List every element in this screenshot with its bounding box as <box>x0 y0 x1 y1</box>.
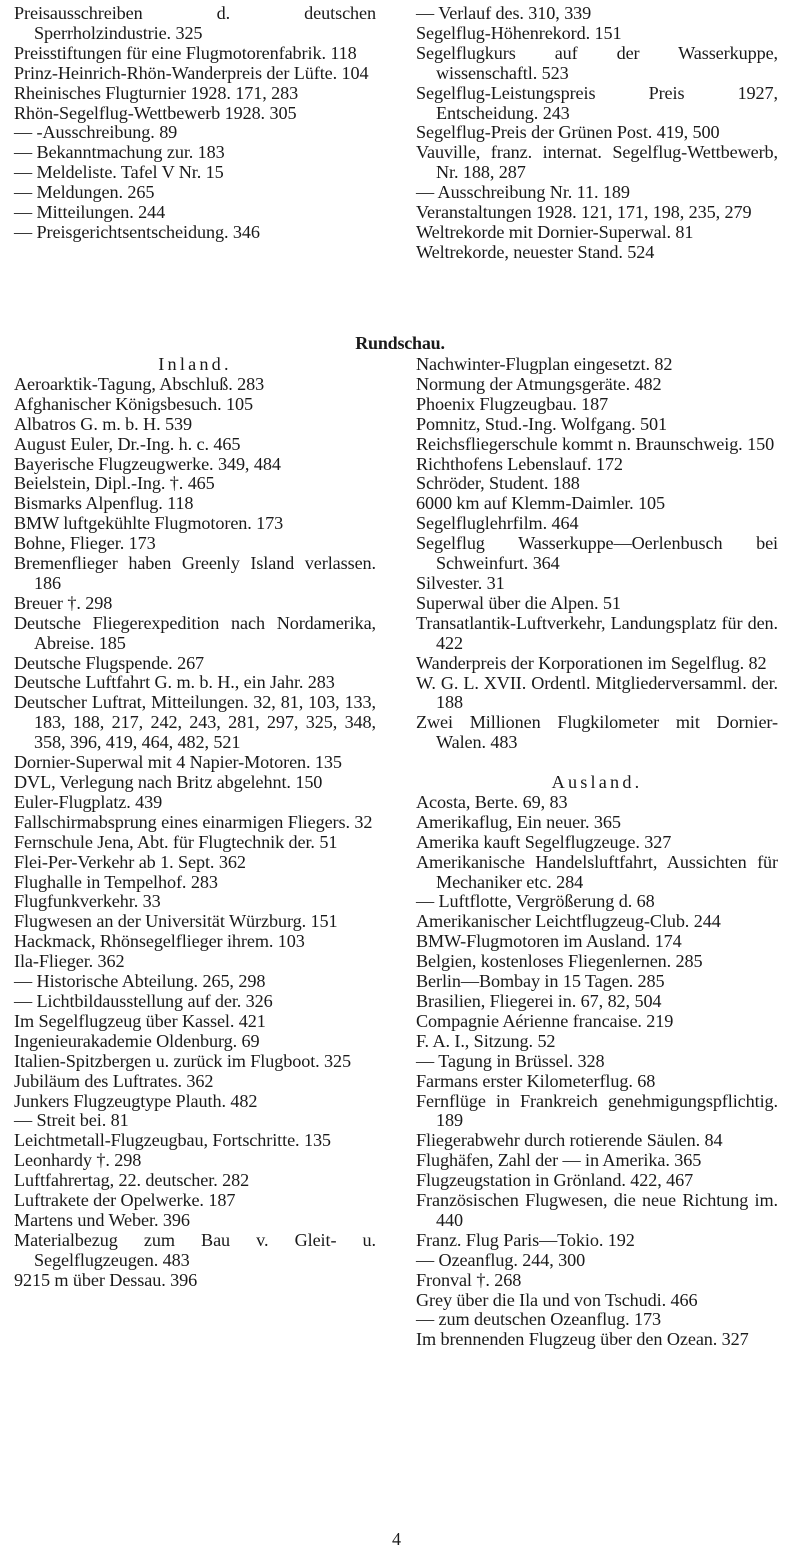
index-entry: Flugwesen an der Universität Würzburg. 151 <box>14 911 338 932</box>
index-entry: Beielstein, Dipl.-Ing. †. 465 <box>14 473 215 494</box>
index-entry: Deutsche Flugspende. 267 <box>14 652 205 673</box>
index-entry: Italien-Spitzbergen u. zurück im Flugboot. 325 <box>14 1050 352 1071</box>
index-entry: Französischen Flugwesen, die neue Richtung im. 440 <box>416 1190 778 1230</box>
index-entry: Flei-Per-Verkehr ab 1. Sept. 362 <box>14 851 246 872</box>
index-entry: — Preisgerichtsentscheidung. 346 <box>14 221 260 242</box>
top-left-column <box>14 4 376 243</box>
index-entry: Rhön-Segelflug-Wettbewerb 1928. 305 <box>14 102 297 123</box>
index-entry: — -Ausschreibung. 89 <box>14 122 178 143</box>
index-entry: Junkers Flugzeugtype Plauth. 482 <box>14 1090 258 1111</box>
index-entry: — Luftflotte, Vergrößerung d. 68 <box>416 891 655 912</box>
index-entry: — Historische Abteilung. 265, 298 <box>14 971 266 992</box>
inland-left-column <box>14 355 376 1291</box>
index-entry: Flugfunkverkehr. 33 <box>14 891 161 912</box>
index-entry: W. G. L. XVII. Ordentl. Mitgliederversamml. der. 188 <box>416 672 778 713</box>
index-entry: Hackmack, Rhönsegelflieger ihrem. 103 <box>14 931 305 952</box>
index-entry: Bohne, Flieger. 173 <box>14 533 156 554</box>
page-number: 4 <box>392 1529 401 1549</box>
index-entry: Amerikanischer Leichtflugzeug-Club. 244 <box>416 911 721 932</box>
index-entry: DVL, Verlegung nach Britz abgelehnt. 150 <box>14 772 323 793</box>
index-entry: Luftfahrertag, 22. deutscher. 282 <box>14 1170 250 1191</box>
index-entry: F. A. I., Sitzung. 52 <box>416 1030 556 1051</box>
index-entry: Flugzeugstation in Grönland. 422, 467 <box>416 1170 694 1191</box>
index-entry: Ingenieurakademie Oldenburg. 69 <box>14 1030 260 1051</box>
index-entry: Luftrakete der Opelwerke. 187 <box>14 1190 236 1211</box>
inland-heading: Inland. <box>158 354 232 374</box>
index-entry: Materialbezug zum Bau v. Gleit- u. Segelflugzeugen. 483 <box>14 1229 376 1270</box>
index-entry: Segelflugkurs auf der Wasserkuppe, wissenschaftl. 523 <box>416 42 778 83</box>
ausland-heading: Ausland. <box>551 772 643 793</box>
index-entry: Weltrekorde mit Dornier-Superwal. 81 <box>416 221 694 242</box>
index-entry: — Meldungen. 265 <box>14 182 155 203</box>
index-entry: Transatlantik-Luftverkehr, Landungsplatz für den. 422 <box>416 612 778 653</box>
index-entry: Prinz-Heinrich-Rhön-Wanderpreis der Lüfte. 104 <box>14 62 369 83</box>
index-entry: Silvester. 31 <box>416 572 505 593</box>
index-entry: — Ausschreibung Nr. 11. 189 <box>416 182 630 203</box>
section-title: Rundschau. <box>355 333 445 353</box>
index-entry: Richthofens Lebenslauf. 172 <box>416 453 623 474</box>
index-entry: Farmans erster Kilometerflug. 68 <box>416 1070 656 1091</box>
index-entry: Dornier-Superwal mit 4 Napier-Motoren. 135 <box>14 752 342 773</box>
index-entry: Belgien, kostenloses Fliegenlernen. 285 <box>416 951 703 972</box>
index-entry: Amerikanische Handelsluftfahrt, Aussichten für Mechaniker etc. 284 <box>416 851 778 892</box>
index-entry: Bayerische Flugzeugwerke. 349, 484 <box>14 453 281 474</box>
index-entry: Deutsche Fliegerexpedition nach Nordamerika, Abreise. 185 <box>14 612 376 653</box>
index-entry: Deutscher Luftrat, Mitteilungen. 32, 81, 103, 133, 183, 188, 217, 242, 243, 281, 297, 325, 348, 358, 396, 419, 464, 482, 521 <box>14 692 376 753</box>
index-entry: Acosta, Berte. 69, 83 <box>416 791 568 812</box>
index-entry: Nachwinter-Flugplan eingesetzt. 82 <box>416 354 673 374</box>
index-entry: Euler-Flugplatz. 439 <box>14 791 163 812</box>
index-entry: Martens und Weber. 396 <box>14 1209 190 1230</box>
index-entry: Brasilien, Fliegerei in. 67, 82, 504 <box>416 990 662 1011</box>
index-entry: Breuer †. 298 <box>14 592 113 613</box>
index-entry: Deutsche Luftfahrt G. m. b. H., ein Jahr. 283 <box>14 672 335 693</box>
top-right-column <box>416 4 778 263</box>
index-entry: 6000 km auf Klemm-Daimler. 105 <box>416 493 666 514</box>
index-entry: Normung der Atmungsgeräte. 482 <box>416 373 662 394</box>
index-entry: Vauville, franz. internat. Segelflug-Wettbewerb, Nr. 188, 287 <box>416 142 778 183</box>
index-entry: Fernschule Jena, Abt. für Flugtechnik der. 51 <box>14 831 338 852</box>
index-entry: Fernflüge in Frankreich genehmigungspflichtig. 189 <box>416 1090 778 1131</box>
index-entry: — Lichtbildausstellung auf der. 326 <box>14 990 273 1011</box>
index-entry: Reichsfliegerschule kommt n. Braunschweig. 150 <box>416 433 775 454</box>
index-entry: Bremenflieger haben Greenly Island verlassen. 186 <box>14 553 376 593</box>
index-entry: Albatros G. m. b. H. 539 <box>14 413 192 434</box>
index-entry: Flughalle in Tempelhof. 283 <box>14 871 218 892</box>
index-entry: — Tagung in Brüssel. 328 <box>416 1050 605 1071</box>
index-entry: Ila-Flieger. 362 <box>14 951 125 972</box>
index-entry: Segelflug-Leistungspreis Preis 1927, Entscheidung. 243 <box>416 82 778 123</box>
index-entry: 9215 m über Dessau. 396 <box>14 1269 198 1290</box>
index-entry: — Bekanntmachung zur. 183 <box>14 142 225 163</box>
index-entry: Aeroarktik-Tagung, Abschluß. 283 <box>14 373 265 394</box>
index-entry: Veranstaltungen 1928. 121, 171, 198, 235, 279 <box>416 202 752 223</box>
index-entry: Bismarks Alpenflug. 118 <box>14 493 194 514</box>
inland-right-column <box>416 355 778 1350</box>
index-entry: Compagnie Aérienne francaise. 219 <box>416 1010 674 1031</box>
index-entry: — Verlauf des. 310, 339 <box>416 3 592 23</box>
index-entry: Fallschirmabsprung eines einarmigen Fliegers. 32 <box>14 811 373 832</box>
index-entry: Rheinisches Flugturnier 1928. 171, 283 <box>14 82 299 103</box>
index-entry: Phoenix Flugzeugbau. 187 <box>416 393 609 414</box>
index-entry: Flughäfen, Zahl der — in Amerika. 365 <box>416 1150 702 1171</box>
index-entry: Jubiläum des Luftrates. 362 <box>14 1070 214 1091</box>
index-entry: — Ozeanflug. 244, 300 <box>416 1249 586 1270</box>
index-entry: Leonhardy †. 298 <box>14 1150 142 1171</box>
index-entry: Berlin—Bombay in 15 Tagen. 285 <box>416 971 665 992</box>
index-entry: BMW luftgekühlte Flugmotoren. 173 <box>14 513 284 534</box>
index-entry: Segelflug-Preis der Grünen Post. 419, 500 <box>416 122 720 143</box>
index-entry: Fliegerabwehr durch rotierende Säulen. 84 <box>416 1130 723 1151</box>
index-entry: Im brennenden Flugzeug über den Ozean. 327 <box>416 1329 749 1350</box>
index-entry: Schröder, Student. 188 <box>416 473 580 494</box>
index-entry: Im Segelflugzeug über Kassel. 421 <box>14 1010 266 1031</box>
index-entry: Fronval †. 268 <box>416 1269 522 1290</box>
index-entry: Afghanischer Königsbesuch. 105 <box>14 393 253 414</box>
index-entry: — Streit bei. 81 <box>14 1110 129 1131</box>
index-entry: Amerika kauft Segelflugzeuge. 327 <box>416 831 672 852</box>
section-spacer <box>416 753 778 773</box>
index-entry: Segelflug Wasserkuppe—Oerlenbusch bei Schweinfurt. 364 <box>416 533 778 574</box>
index-entry: Preisstiftungen für eine Flugmotorenfabrik. 118 <box>14 42 357 63</box>
index-entry: — Meldeliste. Tafel V Nr. 15 <box>14 162 224 183</box>
index-entry: Franz. Flug Paris—Tokio. 192 <box>416 1229 635 1250</box>
index-entry: Segelflug-Höhenrekord. 151 <box>416 22 622 43</box>
index-entry: Preisausschreiben d. deutschen Sperrholzindustrie. 325 <box>14 3 376 43</box>
index-entry: Amerikaflug, Ein neuer. 365 <box>416 811 621 832</box>
index-entry: Weltrekorde, neuester Stand. 524 <box>416 241 655 262</box>
index-entry: BMW-Flugmotoren im Ausland. 174 <box>416 931 682 952</box>
index-entry: Zwei Millionen Flugkilometer mit Dornier-Walen. 483 <box>416 712 778 753</box>
index-entry: Wanderpreis der Korporationen im Segelflug. 82 <box>416 652 767 673</box>
index-entry: Leichtmetall-Flugzeugbau, Fortschritte. 135 <box>14 1130 331 1151</box>
index-entry: August Euler, Dr.-Ing. h. c. 465 <box>14 433 241 454</box>
index-entry: — zum deutschen Ozeanflug. 173 <box>416 1309 661 1330</box>
index-entry: Superwal über die Alpen. 51 <box>416 592 621 613</box>
index-entry: — Mitteilungen. 244 <box>14 202 166 223</box>
index-entry: Pomnitz, Stud.-Ing. Wolfgang. 501 <box>416 413 668 434</box>
index-entry: Segelfluglehrfilm. 464 <box>416 513 579 534</box>
index-entry: Grey über die Ila und von Tschudi. 466 <box>416 1289 698 1310</box>
